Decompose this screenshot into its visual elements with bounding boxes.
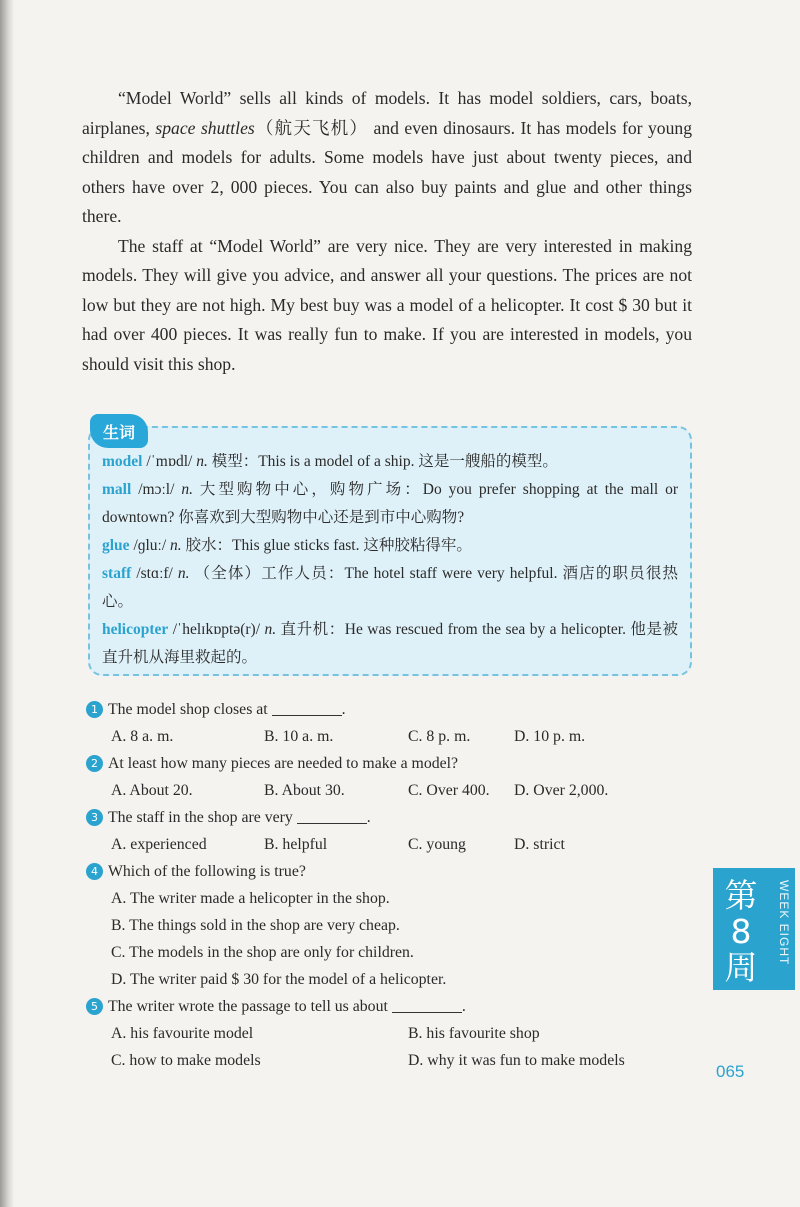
- options-row: [86, 831, 686, 858]
- passage-text: “Model World” sells all kinds of models. It has model soldiers, cars, boats, airplanes,: [82, 88, 692, 138]
- question-list: [86, 696, 686, 1074]
- answer-blank: [297, 809, 367, 824]
- vocab-phonetic: /mɔːl/: [131, 481, 182, 498]
- passage-paragraph-1: [82, 84, 692, 232]
- vocab-word: staff: [102, 565, 132, 582]
- passage-text: （航天飞机） and even dinosaurs. It has models for young children and models for adults. Some models have just about twenty pieces, and others have over 2, 000 pieces. You can also buy paints and glue and other things there.: [82, 117, 692, 226]
- question-text: The staff in the shop are very: [108, 809, 297, 826]
- options-row: [86, 777, 686, 804]
- option-b: B. 10 a. m.: [264, 728, 334, 745]
- option-c: C. The models in the shop are only for children.: [111, 944, 414, 961]
- option-c: C. how to make models: [111, 1052, 261, 1069]
- options-row: [86, 723, 686, 750]
- options-row: [86, 1020, 686, 1047]
- answer-blank: [392, 998, 462, 1013]
- vocab-word: helicopter: [102, 621, 169, 638]
- week-side-tab: [713, 868, 795, 990]
- option-d: D. Over 2,000.: [514, 782, 609, 799]
- option-b: B. About 30.: [264, 782, 345, 799]
- question-number-badge: 3: [86, 809, 103, 826]
- vocab-definition: 直升机：He was rescued from the sea by a helicopter. 他是被直升机从海里救起的。: [102, 621, 678, 666]
- option-d: D. why it was fun to make models: [408, 1052, 625, 1069]
- question-number-badge: 1: [86, 701, 103, 718]
- vocabulary-list: [102, 448, 678, 672]
- options-row: [86, 1047, 686, 1074]
- option-d: D. 10 p. m.: [514, 728, 586, 745]
- question-text: The writer wrote the passage to tell us about: [108, 998, 392, 1015]
- question-1: [86, 696, 686, 723]
- reading-passage: [82, 84, 692, 379]
- vocab-phonetic: /ɡluː/: [129, 537, 171, 554]
- option-d: D. The writer paid $ 30 for the model of a helicopter.: [111, 971, 447, 988]
- question-4: [86, 858, 686, 885]
- vocab-entry: [102, 448, 678, 476]
- passage-paragraph-2: The staff at “Model World” are very nice. They are very interested in making models. They will give you advice, and answer all your questions. The prices are not low but they are not high. My best buy was a model of a helicopter. It cost $ 30 but it had over 400 pieces. It was really fun to make. If you are interested in models, you should visit this shop.: [82, 235, 692, 374]
- option-b: B. his favourite shop: [408, 1025, 540, 1042]
- question-text: At least how many pieces are needed to make a model?: [108, 755, 459, 772]
- vocab-entry: [102, 476, 678, 532]
- option-d: D. strict: [514, 836, 565, 853]
- question-tail: .: [366, 809, 371, 826]
- question-tail: .: [461, 998, 466, 1015]
- passage-italic-term: space shuttles: [155, 117, 255, 138]
- option-a: A. his favourite model: [111, 1025, 254, 1042]
- vocab-pos: n.: [177, 565, 190, 582]
- vocab-phonetic: /stɑːf/: [131, 565, 178, 582]
- option-a: A. About 20.: [111, 782, 193, 799]
- question-number-badge: 2: [86, 755, 103, 772]
- option-c: C. young: [408, 836, 466, 853]
- vocab-pos: n.: [170, 537, 182, 554]
- option-a: A. experienced: [111, 836, 207, 853]
- vocab-word: glue: [102, 537, 130, 554]
- question-3: [86, 804, 686, 831]
- option-b: B. The things sold in the shop are very cheap.: [111, 917, 400, 934]
- question-text: Which of the following is true?: [108, 863, 306, 880]
- vocab-entry: [102, 616, 678, 672]
- vocab-definition: 胶水：This glue sticks fast. 这种胶粘得牢。: [181, 537, 472, 554]
- vocab-phonetic: /ˈmɒdl/: [142, 453, 197, 470]
- vocab-definition: （全体）工作人员：The hotel staff were very helpful. 酒店的职员很热心。: [102, 565, 678, 610]
- vocab-pos: n.: [196, 453, 208, 470]
- week-label-chinese: 第8周: [724, 876, 758, 987]
- question-number-badge: 4: [86, 863, 103, 880]
- vocab-word: model: [102, 453, 143, 470]
- option-b: B. helpful: [264, 836, 328, 853]
- vocab-entry: [102, 560, 678, 616]
- page-number: 065: [716, 1062, 745, 1081]
- week-label-english: WEEK EIGHT: [777, 880, 791, 966]
- option-c: C. Over 400.: [408, 782, 490, 799]
- question-number-badge: 5: [86, 998, 103, 1015]
- page-binding-shadow: [0, 0, 14, 1207]
- vocab-word: mall: [102, 481, 132, 498]
- vocab-entry: [102, 532, 678, 560]
- option-c: C. 8 p. m.: [408, 728, 471, 745]
- vocab-definition: 大型购物中心，购物广场：Do you prefer shopping at the mall or downtown? 你喜欢到大型购物中心还是到市中心购物?: [102, 481, 678, 526]
- answer-blank: [272, 701, 342, 716]
- option-a: A. 8 a. m.: [111, 728, 174, 745]
- question-2: [86, 750, 686, 777]
- option-a: A. The writer made a helicopter in the shop.: [111, 890, 390, 907]
- vocab-definition: 模型：This is a model of a ship. 这是一艘船的模型。: [207, 453, 558, 470]
- vocab-phonetic: /ˈhelɪkɒptə(r)/: [168, 621, 265, 638]
- vocabulary-tag: 生词: [90, 414, 148, 448]
- vocab-pos: n.: [264, 621, 277, 638]
- question-tail: .: [341, 701, 346, 718]
- question-5: [86, 993, 686, 1020]
- question-text: The model shop closes at: [108, 701, 272, 718]
- vocab-pos: n.: [181, 481, 193, 498]
